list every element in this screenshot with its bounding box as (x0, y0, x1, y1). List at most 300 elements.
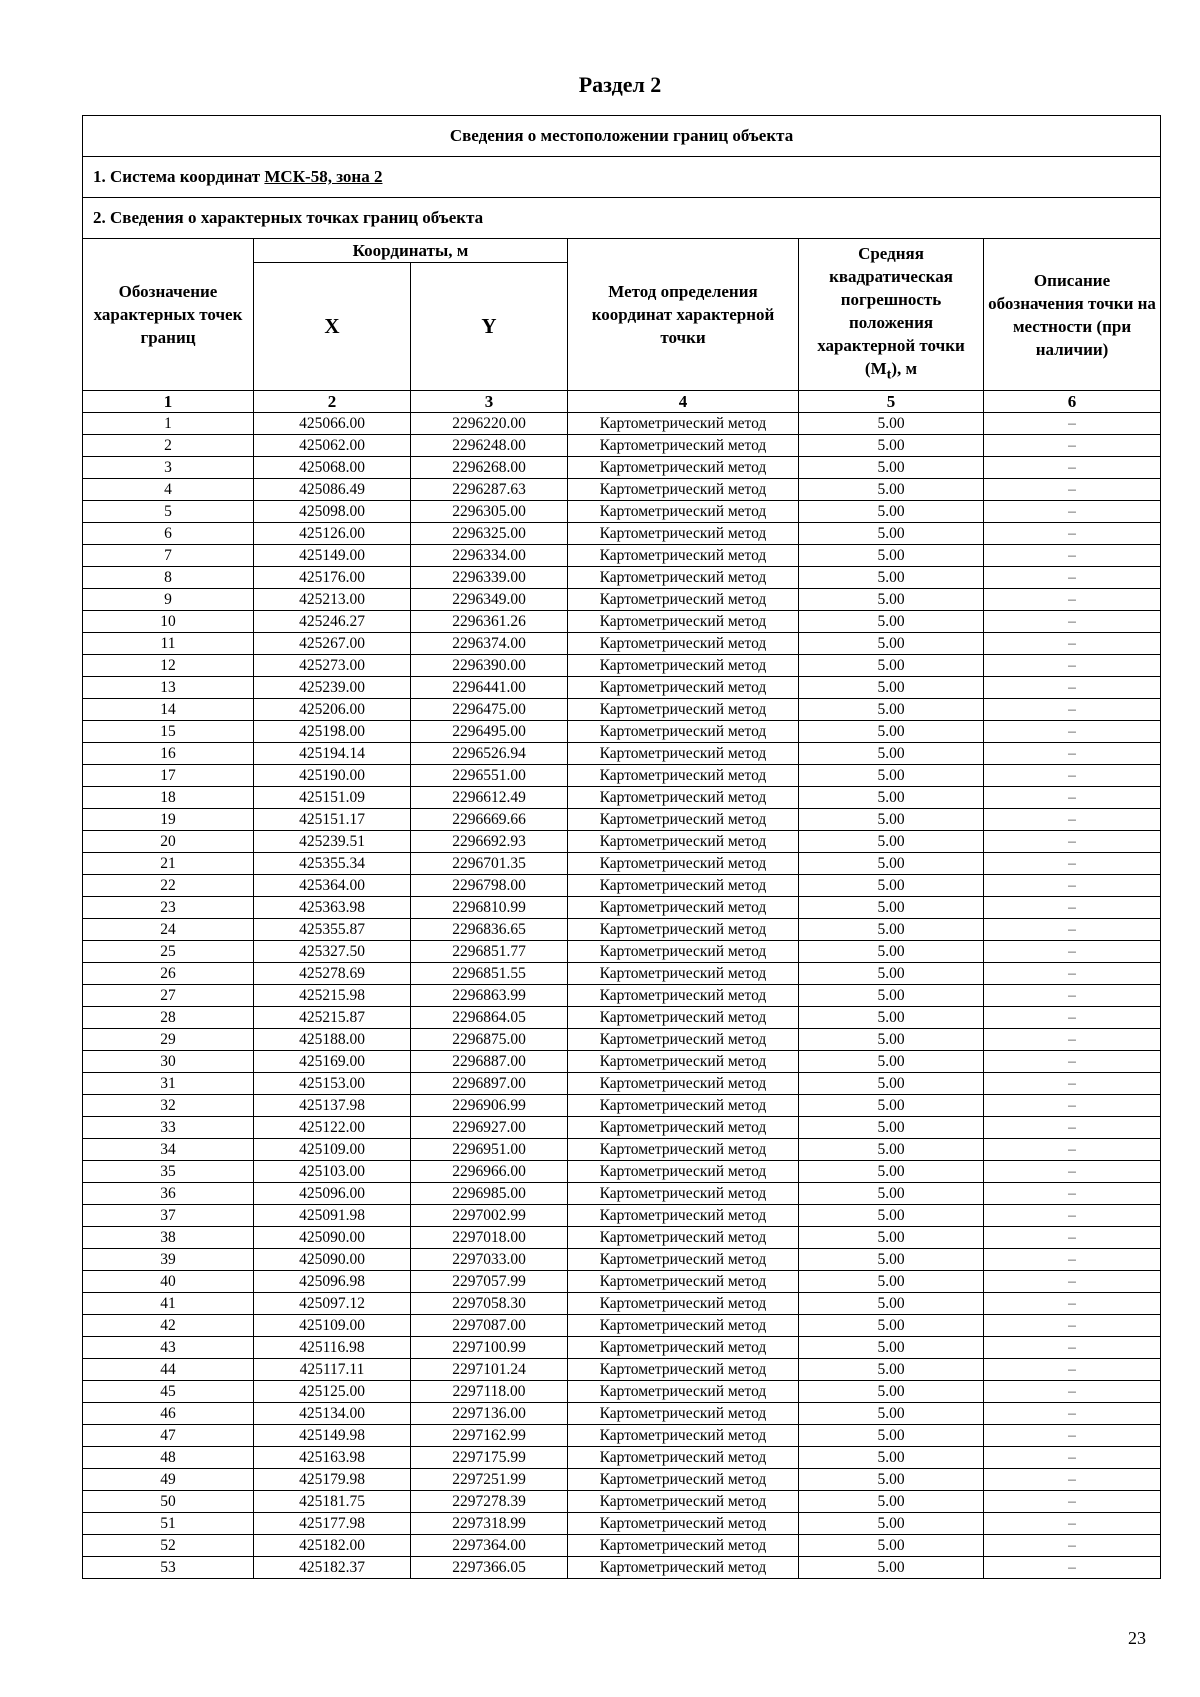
description-cell: – (984, 831, 1161, 853)
x-coordinate-cell: 425109.00 (254, 1139, 411, 1161)
method-cell: Картометрический метод (568, 589, 799, 611)
x-coordinate-cell: 425182.37 (254, 1557, 411, 1579)
point-number-cell: 11 (83, 633, 254, 655)
error-cell: 5.00 (799, 479, 984, 501)
error-cell: 5.00 (799, 1293, 984, 1315)
table-row (83, 765, 1161, 787)
y-coordinate-cell: 2296374.00 (411, 633, 568, 655)
method-cell: Картометрический метод (568, 853, 799, 875)
method-cell: Картометрический метод (568, 633, 799, 655)
method-cell: Картометрический метод (568, 501, 799, 523)
y-coordinate-cell: 2296526.94 (411, 743, 568, 765)
y-coordinate-cell: 2296887.00 (411, 1051, 568, 1073)
error-cell: 5.00 (799, 655, 984, 677)
y-coordinate-cell: 2296798.00 (411, 875, 568, 897)
point-number-cell: 43 (83, 1337, 254, 1359)
error-cell: 5.00 (799, 1183, 984, 1205)
error-cell: 5.00 (799, 1161, 984, 1183)
description-cell: – (984, 1029, 1161, 1051)
x-coordinate-cell: 425198.00 (254, 721, 411, 743)
error-cell: 5.00 (799, 1315, 984, 1337)
method-cell: Картометрический метод (568, 479, 799, 501)
x-coordinate-cell: 425215.98 (254, 985, 411, 1007)
x-coordinate-cell: 425090.00 (254, 1249, 411, 1271)
method-cell: Картометрический метод (568, 941, 799, 963)
method-cell: Картометрический метод (568, 1315, 799, 1337)
header-designation: Обозначение характерных точек границ (83, 239, 254, 391)
x-coordinate-cell: 425246.27 (254, 611, 411, 633)
error-cell: 5.00 (799, 589, 984, 611)
error-cell: 5.00 (799, 1051, 984, 1073)
x-coordinate-cell: 425206.00 (254, 699, 411, 721)
table-row (83, 1337, 1161, 1359)
point-number-cell: 3 (83, 457, 254, 479)
x-coordinate-cell: 425215.87 (254, 1007, 411, 1029)
description-cell: – (984, 1381, 1161, 1403)
y-coordinate-cell: 2297058.30 (411, 1293, 568, 1315)
table-row (83, 501, 1161, 523)
x-coordinate-cell: 425103.00 (254, 1161, 411, 1183)
y-coordinate-cell: 2297318.99 (411, 1513, 568, 1535)
x-coordinate-cell: 425153.00 (254, 1073, 411, 1095)
table-row (83, 787, 1161, 809)
table-row (83, 875, 1161, 897)
point-number-cell: 1 (83, 413, 254, 435)
method-cell: Картометрический метод (568, 787, 799, 809)
table-row (83, 633, 1161, 655)
y-coordinate-cell: 2296361.26 (411, 611, 568, 633)
y-coordinate-cell: 2296927.00 (411, 1117, 568, 1139)
table-row (83, 1117, 1161, 1139)
point-number-cell: 24 (83, 919, 254, 941)
table-row (83, 1249, 1161, 1271)
column-number: 5 (799, 391, 984, 413)
description-cell: – (984, 875, 1161, 897)
description-cell: – (984, 897, 1161, 919)
table-row (83, 1051, 1161, 1073)
column-number: 1 (83, 391, 254, 413)
y-coordinate-cell: 2296864.05 (411, 1007, 568, 1029)
description-cell: – (984, 413, 1161, 435)
point-number-cell: 36 (83, 1183, 254, 1205)
table-row (83, 1161, 1161, 1183)
error-cell: 5.00 (799, 567, 984, 589)
description-cell: – (984, 1469, 1161, 1491)
table-row (83, 1139, 1161, 1161)
error-cell: 5.00 (799, 435, 984, 457)
description-cell: – (984, 435, 1161, 457)
error-cell: 5.00 (799, 633, 984, 655)
coordinate-system-value: МСК-58, зона 2 (264, 167, 383, 186)
table-title: Сведения о местоположении границ объекта (83, 116, 1161, 157)
section-title: Раздел 2 (578, 72, 662, 97)
method-cell: Картометрический метод (568, 1161, 799, 1183)
point-number-cell: 2 (83, 435, 254, 457)
table-row (83, 721, 1161, 743)
point-number-cell: 53 (83, 1557, 254, 1579)
method-cell: Картометрический метод (568, 457, 799, 479)
method-cell: Картометрический метод (568, 545, 799, 567)
description-cell: – (984, 1425, 1161, 1447)
x-coordinate-cell: 425181.75 (254, 1491, 411, 1513)
header-description: Описание обозначения точки на местности (при наличии) (984, 239, 1161, 391)
error-cell: 5.00 (799, 677, 984, 699)
point-number-cell: 8 (83, 567, 254, 589)
point-number-cell: 9 (83, 589, 254, 611)
point-number-cell: 6 (83, 523, 254, 545)
method-cell: Картометрический метод (568, 1095, 799, 1117)
error-cell: 5.00 (799, 1205, 984, 1227)
y-coordinate-cell: 2296875.00 (411, 1029, 568, 1051)
table-row (83, 1315, 1161, 1337)
table-row (83, 457, 1161, 479)
point-number-cell: 27 (83, 985, 254, 1007)
method-cell: Картометрический метод (568, 435, 799, 457)
x-coordinate-cell: 425062.00 (254, 435, 411, 457)
x-coordinate-cell: 425068.00 (254, 457, 411, 479)
y-coordinate-cell: 2296349.00 (411, 589, 568, 611)
point-number-cell: 49 (83, 1469, 254, 1491)
description-cell: – (984, 1315, 1161, 1337)
y-coordinate-cell: 2296334.00 (411, 545, 568, 567)
method-cell: Картометрический метод (568, 1513, 799, 1535)
point-number-cell: 39 (83, 1249, 254, 1271)
error-cell: 5.00 (799, 545, 984, 567)
table-row (83, 523, 1161, 545)
description-cell: – (984, 1095, 1161, 1117)
error-cell: 5.00 (799, 831, 984, 853)
header-coordinates: Координаты, м (254, 239, 568, 263)
method-cell: Картометрический метод (568, 1557, 799, 1579)
y-coordinate-cell: 2296268.00 (411, 457, 568, 479)
method-cell: Картометрический метод (568, 1271, 799, 1293)
point-number-cell: 26 (83, 963, 254, 985)
method-cell: Картометрический метод (568, 413, 799, 435)
table-row (83, 1029, 1161, 1051)
column-number: 3 (411, 391, 568, 413)
point-number-cell: 52 (83, 1535, 254, 1557)
error-cell: 5.00 (799, 897, 984, 919)
method-cell: Картометрический метод (568, 1359, 799, 1381)
error-cell: 5.00 (799, 875, 984, 897)
point-number-cell: 45 (83, 1381, 254, 1403)
point-number-cell: 31 (83, 1073, 254, 1095)
y-coordinate-cell: 2296441.00 (411, 677, 568, 699)
method-cell: Картометрический метод (568, 699, 799, 721)
coordinate-system-row (83, 157, 1161, 198)
y-coordinate-cell: 2296897.00 (411, 1073, 568, 1095)
description-cell: – (984, 567, 1161, 589)
method-cell: Картометрический метод (568, 1337, 799, 1359)
error-cell: 5.00 (799, 501, 984, 523)
x-coordinate-cell: 425239.00 (254, 677, 411, 699)
method-cell: Картометрический метод (568, 567, 799, 589)
method-cell: Картометрический метод (568, 1205, 799, 1227)
y-coordinate-cell: 2296390.00 (411, 655, 568, 677)
y-coordinate-cell: 2296701.35 (411, 853, 568, 875)
table-row (83, 1469, 1161, 1491)
x-coordinate-cell: 425355.87 (254, 919, 411, 941)
table-row (83, 853, 1161, 875)
description-cell: – (984, 765, 1161, 787)
method-cell: Картометрический метод (568, 809, 799, 831)
error-cell: 5.00 (799, 1139, 984, 1161)
table-row (83, 589, 1161, 611)
error-cell: 5.00 (799, 699, 984, 721)
y-coordinate-cell: 2296985.00 (411, 1183, 568, 1205)
point-number-cell: 25 (83, 941, 254, 963)
x-coordinate-cell: 425327.50 (254, 941, 411, 963)
x-coordinate-cell: 425194.14 (254, 743, 411, 765)
y-coordinate-cell: 2297136.00 (411, 1403, 568, 1425)
x-coordinate-cell: 425097.12 (254, 1293, 411, 1315)
error-cell: 5.00 (799, 1403, 984, 1425)
error-cell: 5.00 (799, 1425, 984, 1447)
x-coordinate-cell: 425090.00 (254, 1227, 411, 1249)
description-cell: – (984, 1007, 1161, 1029)
point-number-cell: 4 (83, 479, 254, 501)
table-row (83, 1491, 1161, 1513)
point-number-cell: 7 (83, 545, 254, 567)
point-number-cell: 16 (83, 743, 254, 765)
description-cell: – (984, 655, 1161, 677)
y-coordinate-cell: 2296305.00 (411, 501, 568, 523)
point-number-cell: 13 (83, 677, 254, 699)
error-cell: 5.00 (799, 1249, 984, 1271)
x-coordinate-cell: 425179.98 (254, 1469, 411, 1491)
x-coordinate-cell: 425151.09 (254, 787, 411, 809)
method-cell: Картометрический метод (568, 963, 799, 985)
description-cell: – (984, 1491, 1161, 1513)
y-coordinate-cell: 2296810.99 (411, 897, 568, 919)
y-coordinate-cell: 2296220.00 (411, 413, 568, 435)
table-row (83, 611, 1161, 633)
y-coordinate-cell: 2297278.39 (411, 1491, 568, 1513)
description-cell: – (984, 589, 1161, 611)
description-cell: – (984, 721, 1161, 743)
description-cell: – (984, 853, 1161, 875)
table-row (83, 677, 1161, 699)
description-cell: – (984, 457, 1161, 479)
header-error-end: ), м (891, 359, 918, 379)
point-number-cell: 10 (83, 611, 254, 633)
error-cell: 5.00 (799, 523, 984, 545)
error-cell: 5.00 (799, 1513, 984, 1535)
method-cell: Картометрический метод (568, 1249, 799, 1271)
method-cell: Картометрический метод (568, 1117, 799, 1139)
table-row (83, 1205, 1161, 1227)
description-cell: – (984, 1117, 1161, 1139)
error-cell: 5.00 (799, 1557, 984, 1579)
description-cell: – (984, 985, 1161, 1007)
column-number: 6 (984, 391, 1161, 413)
x-coordinate-cell: 425091.98 (254, 1205, 411, 1227)
description-cell: – (984, 545, 1161, 567)
method-cell: Картометрический метод (568, 1139, 799, 1161)
coordinate-system-label: 1. Система координат (93, 167, 265, 186)
method-cell: Картометрический метод (568, 677, 799, 699)
y-coordinate-cell: 2296551.00 (411, 765, 568, 787)
header-method: Метод определения координат характерной точки (568, 239, 799, 391)
table-row (83, 809, 1161, 831)
error-cell: 5.00 (799, 919, 984, 941)
error-cell: 5.00 (799, 1271, 984, 1293)
table-row (83, 1381, 1161, 1403)
point-number-cell: 14 (83, 699, 254, 721)
method-cell: Картометрический метод (568, 985, 799, 1007)
method-cell: Картометрический метод (568, 1381, 799, 1403)
x-coordinate-cell: 425169.00 (254, 1051, 411, 1073)
method-cell: Картометрический метод (568, 1425, 799, 1447)
y-coordinate-cell: 2297162.99 (411, 1425, 568, 1447)
method-cell: Картометрический метод (568, 1051, 799, 1073)
description-cell: – (984, 633, 1161, 655)
x-coordinate-cell: 425364.00 (254, 875, 411, 897)
method-cell: Картометрический метод (568, 611, 799, 633)
error-cell: 5.00 (799, 985, 984, 1007)
x-coordinate-cell: 425363.98 (254, 897, 411, 919)
method-cell: Картометрический метод (568, 1491, 799, 1513)
table-row (83, 897, 1161, 919)
table-row (83, 1425, 1161, 1447)
method-cell: Картометрический метод (568, 1535, 799, 1557)
y-coordinate-cell: 2296851.55 (411, 963, 568, 985)
y-coordinate-cell: 2297118.00 (411, 1381, 568, 1403)
y-coordinate-cell: 2296863.99 (411, 985, 568, 1007)
x-coordinate-cell: 425190.00 (254, 765, 411, 787)
method-cell: Картометрический метод (568, 765, 799, 787)
error-cell: 5.00 (799, 1447, 984, 1469)
point-number-cell: 50 (83, 1491, 254, 1513)
point-number-cell: 23 (83, 897, 254, 919)
x-coordinate-cell: 425239.51 (254, 831, 411, 853)
error-cell: 5.00 (799, 1337, 984, 1359)
x-coordinate-cell: 425109.00 (254, 1315, 411, 1337)
x-coordinate-cell: 425066.00 (254, 413, 411, 435)
description-cell: – (984, 787, 1161, 809)
description-cell: – (984, 501, 1161, 523)
x-coordinate-cell: 425176.00 (254, 567, 411, 589)
method-cell: Картометрический метод (568, 523, 799, 545)
y-coordinate-cell: 2297366.05 (411, 1557, 568, 1579)
point-number-cell: 17 (83, 765, 254, 787)
method-cell: Картометрический метод (568, 919, 799, 941)
y-coordinate-cell: 2296495.00 (411, 721, 568, 743)
x-coordinate-cell: 425177.98 (254, 1513, 411, 1535)
point-number-cell: 51 (83, 1513, 254, 1535)
description-cell: – (984, 611, 1161, 633)
error-cell: 5.00 (799, 941, 984, 963)
point-number-cell: 21 (83, 853, 254, 875)
table-row (83, 1007, 1161, 1029)
x-coordinate-cell: 425122.00 (254, 1117, 411, 1139)
error-cell: 5.00 (799, 1491, 984, 1513)
table-row (83, 985, 1161, 1007)
description-cell: – (984, 1205, 1161, 1227)
method-cell: Картометрический метод (568, 743, 799, 765)
y-coordinate-cell: 2296692.93 (411, 831, 568, 853)
error-cell: 5.00 (799, 413, 984, 435)
table-row (83, 699, 1161, 721)
point-number-cell: 5 (83, 501, 254, 523)
error-cell: 5.00 (799, 853, 984, 875)
description-cell: – (984, 1073, 1161, 1095)
y-coordinate-cell: 2296851.77 (411, 941, 568, 963)
error-cell: 5.00 (799, 457, 984, 479)
description-cell: – (984, 1139, 1161, 1161)
point-number-cell: 20 (83, 831, 254, 853)
table-row (83, 1535, 1161, 1557)
error-cell: 5.00 (799, 1073, 984, 1095)
description-cell: – (984, 1293, 1161, 1315)
description-cell: – (984, 1271, 1161, 1293)
error-cell: 5.00 (799, 809, 984, 831)
error-cell: 5.00 (799, 1095, 984, 1117)
description-cell: – (984, 1535, 1161, 1557)
x-coordinate-cell: 425117.11 (254, 1359, 411, 1381)
point-number-cell: 22 (83, 875, 254, 897)
method-cell: Картометрический метод (568, 1073, 799, 1095)
method-cell: Картометрический метод (568, 721, 799, 743)
x-coordinate-cell: 425149.00 (254, 545, 411, 567)
y-coordinate-cell: 2297101.24 (411, 1359, 568, 1381)
point-number-cell: 48 (83, 1447, 254, 1469)
description-cell: – (984, 1337, 1161, 1359)
points-section-title: 2. Сведения о характерных точках границ объекта (83, 198, 1161, 239)
point-number-cell: 38 (83, 1227, 254, 1249)
point-number-cell: 28 (83, 1007, 254, 1029)
error-cell: 5.00 (799, 1359, 984, 1381)
table-row (83, 963, 1161, 985)
point-number-cell: 18 (83, 787, 254, 809)
description-cell: – (984, 743, 1161, 765)
header-error-sub: t (886, 366, 892, 383)
boundary-points-table (82, 115, 1161, 1579)
method-cell: Картометрический метод (568, 1029, 799, 1051)
header-error (799, 239, 984, 391)
description-cell: – (984, 1161, 1161, 1183)
y-coordinate-cell: 2297100.99 (411, 1337, 568, 1359)
description-cell: – (984, 677, 1161, 699)
point-number-cell: 41 (83, 1293, 254, 1315)
x-coordinate-cell: 425086.49 (254, 479, 411, 501)
point-number-cell: 44 (83, 1359, 254, 1381)
y-coordinate-cell: 2296325.00 (411, 523, 568, 545)
header-y: Y (411, 263, 568, 391)
table-row (83, 1183, 1161, 1205)
table-row (83, 1095, 1161, 1117)
x-coordinate-cell: 425151.17 (254, 809, 411, 831)
table-row (83, 1403, 1161, 1425)
x-coordinate-cell: 425098.00 (254, 501, 411, 523)
table-row (83, 1513, 1161, 1535)
column-numbers-row (83, 391, 1161, 413)
description-cell: – (984, 1513, 1161, 1535)
x-coordinate-cell: 425116.98 (254, 1337, 411, 1359)
table-row (83, 413, 1161, 435)
error-cell: 5.00 (799, 1535, 984, 1557)
x-coordinate-cell: 425355.34 (254, 853, 411, 875)
table-row (83, 479, 1161, 501)
y-coordinate-cell: 2297002.99 (411, 1205, 568, 1227)
x-coordinate-cell: 425213.00 (254, 589, 411, 611)
table-row (83, 919, 1161, 941)
x-coordinate-cell: 425267.00 (254, 633, 411, 655)
header-error-main: Средняя квадратическая погрешность положения характерной точки (M (817, 244, 965, 379)
y-coordinate-cell: 2296287.63 (411, 479, 568, 501)
error-cell: 5.00 (799, 721, 984, 743)
description-cell: – (984, 809, 1161, 831)
